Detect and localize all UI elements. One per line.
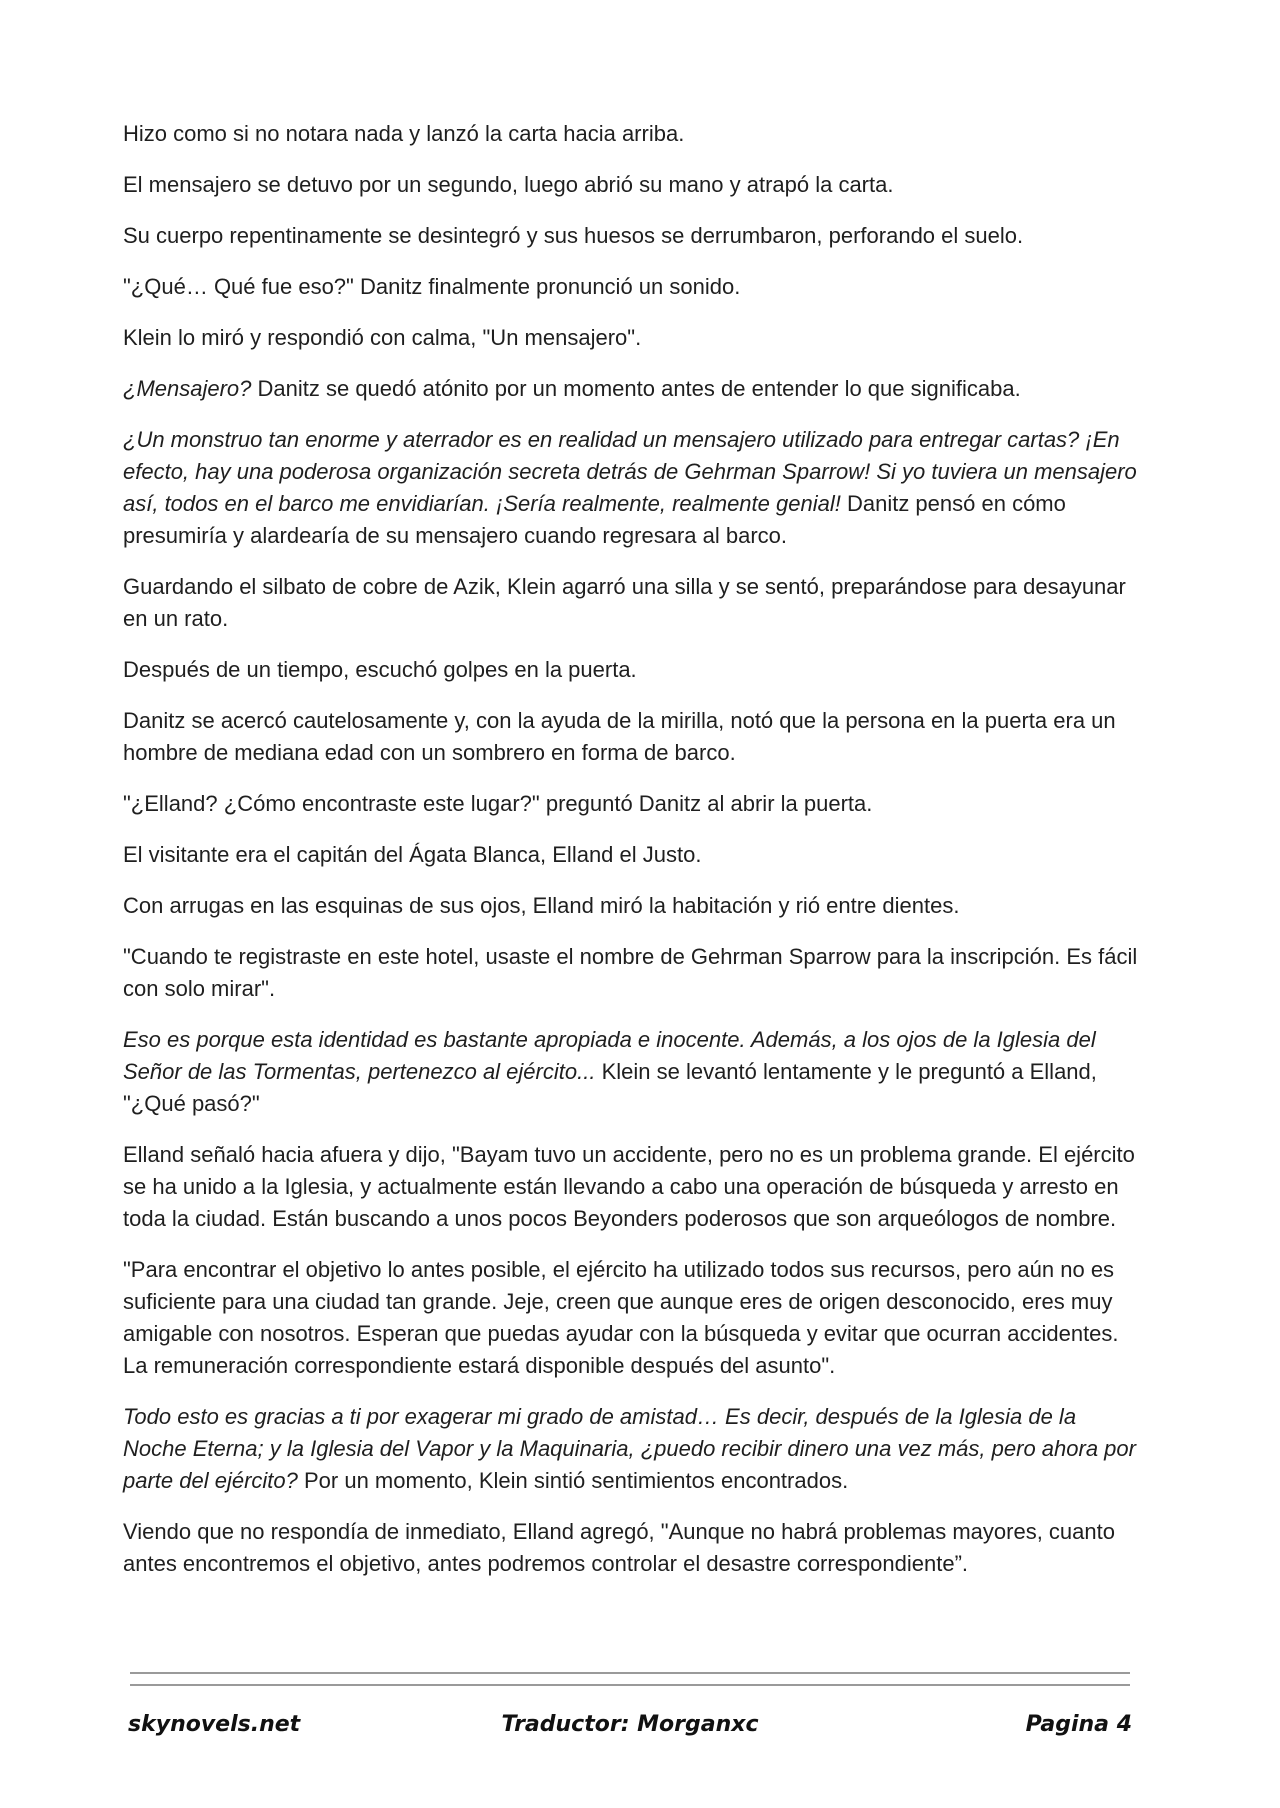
text-run: Hizo como si no notara nada y lanzó la carta hacia arriba. [123,121,685,146]
text-run: Danitz se quedó atónito por un momento antes de entender lo que significaba. [251,376,1021,401]
footer-site: skynovels.net [128,1712,301,1737]
text-run: "¿Qué… Qué fue eso?" Danitz finalmente pronunció un sonido. [123,274,741,299]
paragraph [123,705,1143,769]
footer-translator: Traductor: Morganxc [501,1712,759,1737]
paragraph [123,654,1143,686]
paragraph [123,118,1143,150]
paragraph [123,1254,1143,1382]
text-run: Su cuerpo repentinamente se desintegró y sus huesos se derrumbaron, perforando el suelo. [123,223,1024,248]
paragraph [123,941,1143,1005]
text-run: Danitz se acercó cautelosamente y, con la ayuda de la mirilla, notó que la persona en la puerta era un hombre de mediana edad con un sombrero en forma de barco. [123,708,1116,765]
paragraph [123,1139,1143,1235]
footer-page-number: Pagina 4 [1025,1712,1132,1737]
paragraph [123,322,1143,354]
text-run: Viendo que no respondía de inmediato, Elland agregó, "Aunque no habrá problemas mayores, cuanto antes encontremos el objetivo, antes podremos controlar el desastre correspondiente”. [123,1519,1115,1576]
text-run: Después de un tiempo, escuchó golpes en la puerta. [123,657,637,682]
paragraph [123,271,1143,303]
paragraph [123,788,1143,820]
text-run: "Cuando te registraste en este hotel, usaste el nombre de Gehrman Sparrow para la inscripción. Es fácil con solo mirar". [123,944,1138,1001]
text-run: Por un momento, Klein sintió sentimientos encontrados. [297,1468,849,1493]
text-run: El mensajero se detuvo por un segundo, luego abrió su mano y atrapó la carta. [123,172,894,197]
paragraph [123,890,1143,922]
paragraph [123,169,1143,201]
text-run: Guardando el silbato de cobre de Azik, Klein agarró una silla y se sentó, preparándose para desayunar en un rato. [123,574,1126,631]
paragraph [123,1516,1143,1580]
paragraph [123,373,1143,405]
thought-text: ¿Un monstruo tan enorme y aterrador es en realidad un mensajero utilizado para entregar cartas? ¡En efecto, hay una poderosa organización secreta detrás de Gehrman Sparrow! Si yo tuviera un mensajero así, todos en el barco me envidiarían. ¡Sería realmente, realmente genial! [123,427,1137,516]
thought-text: Eso es porque esta identidad es bastante apropiada e inocente. Además, a los ojos de la Iglesia del Señor de las Tormentas, pertenezco al ejército... [123,1027,1096,1084]
text-run: Klein se levantó lentamente y le preguntó a Elland, "¿Qué pasó?" [123,1059,1097,1116]
footer-divider [130,1684,1130,1686]
text-run: Danitz pensó en cómo presumiría y alardearía de su mensajero cuando regresara al barco. [123,491,1066,548]
body-text [123,118,1143,1599]
footer-divider [130,1672,1130,1674]
paragraph [123,1401,1143,1497]
paragraph [123,1024,1143,1120]
text-run: Elland señaló hacia afuera y dijo, "Bayam tuvo un accidente, pero no es un problema grande. El ejército se ha unido a la Iglesia, y actualmente están llevando a cabo una operación de búsqueda y arresto en toda la ciudad. Están buscando a unos pocos Beyonders poderosos que son arqueólogos de nombre. [123,1142,1135,1231]
text-run: Con arrugas en las esquinas de sus ojos, Elland miró la habitación y rió entre dientes. [123,893,960,918]
paragraph [123,424,1143,552]
text-run: El visitante era el capitán del Ágata Blanca, Elland el Justo. [123,842,702,867]
page-footer [128,1712,1132,1752]
text-run: Klein lo miró y respondió con calma, "Un mensajero". [123,325,642,350]
thought-text: ¿Mensajero? [123,376,252,401]
paragraph [123,220,1143,252]
paragraph [123,839,1143,871]
text-run: "¿Elland? ¿Cómo encontraste este lugar?" preguntó Danitz al abrir la puerta. [123,791,873,816]
paragraph [123,571,1143,635]
thought-text: Todo esto es gracias a ti por exagerar mi grado de amistad… Es decir, después de la Iglesia de la Noche Eterna; y la Iglesia del Vapor y la Maquinaria, ¿puedo recibir dinero una vez más, pero ahora por parte del ejército? [123,1404,1136,1493]
text-run: "Para encontrar el objetivo lo antes posible, el ejército ha utilizado todos sus recursos, pero aún no es suficiente para una ciudad tan grande. Jeje, creen que aunque eres de origen desconocido, eres muy amigable con nosotros. Esperan que puedas ayudar con la búsqueda y evitar que ocurran accidentes. La remuneración correspondiente estará disponible después del asunto". [123,1257,1119,1378]
